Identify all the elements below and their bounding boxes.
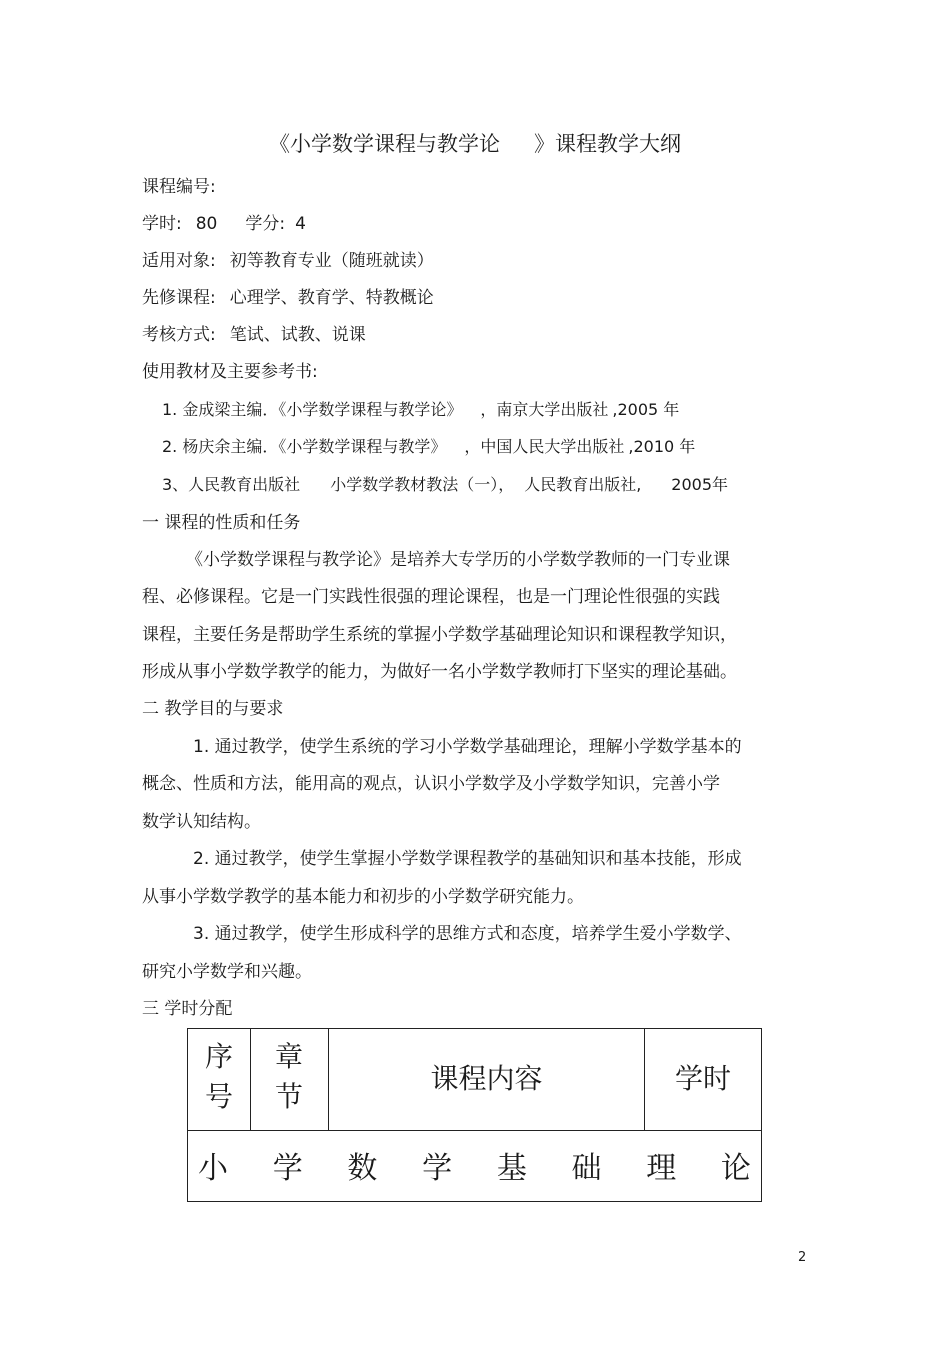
section-2-item-3-line-1: 3. 通过教学，使学生形成科学的思维方式和态度，培养学生爱小学数学、 [193,924,742,944]
reference-2-publisher: ，中国人民大学出版社 [464,437,625,456]
table-header-seq [199,1037,239,1117]
hours-credit-line [142,213,306,235]
reference-item-2 [162,436,695,458]
course-code-label: 课程编号: [142,177,216,197]
document-title [0,130,950,158]
hours-value: 80 [195,214,218,234]
table-row-char: 础 [571,1151,602,1186]
table-row-char: 基 [496,1151,527,1186]
reference-3-year: 2005年 [671,475,729,494]
table-header-seq-top: 序 [204,1040,233,1073]
prereq-label: 先修课程: [142,288,216,308]
table-row-1 [198,1149,751,1189]
section-1-heading: 一 课程的性质和任务 [142,513,301,533]
table-row-char: 小 [198,1151,228,1186]
section-2-item-1-line-1: 1. 通过教学，使学生系统的学习小学数学基础理论，理解小学数学基本的 [193,737,742,757]
section-2-item-1-line-3: 数学认知结构。 [142,812,261,832]
table-row-char: 数 [347,1151,378,1186]
section-2-item-1-line-2: 概念、性质和方法，能用高的观点，认识小学数学及小学数学知识，完善小学 [142,774,720,794]
section-2-item-3-line-2: 研究小学数学和兴趣。 [142,962,312,982]
target-label: 适用对象: [142,251,216,271]
hours-label: 学时: [142,214,182,234]
books-label: 使用教材及主要参考书: [142,362,318,382]
table-row-char: 学 [422,1151,453,1186]
table-divider [250,1029,251,1130]
credit-label: 学分: [245,214,286,234]
target-line [142,250,434,272]
table-header-content: 课程内容 [430,1062,543,1095]
section-1-line-1: 《小学数学课程与教学论》是培养大专学历的小学数学教师的一门专业课 [186,550,730,570]
reference-2-year: ,2010 年 [628,437,696,456]
section-1-line-3: 课程，主要任务是帮助学生系统的掌握小学数学基础理论知识和课程教学知识， [142,625,737,645]
table-row-char: 论 [720,1151,751,1186]
section-2-item-2-line-2: 从事小学数学教学的基本能力和初步的小学数学研究能力。 [142,887,584,907]
table-row-char: 学 [272,1151,303,1186]
section-1-line-2: 程、必修课程。它是一门实践性很强的理论课程，也是一门理论性很强的实践 [142,587,720,607]
table-header-chapter-top: 章 [274,1040,303,1073]
reference-1-title: 1. 金成梁主编．《小学数学课程与教学论》 [162,400,463,419]
table-header-chapter [269,1037,309,1117]
prereq-line [142,287,434,309]
reference-3-publisher-a: 3、人民教育出版社 [162,475,301,494]
assess-line [142,324,366,346]
table-header-chapter-bottom: 节 [274,1080,303,1113]
reference-item-1 [162,399,679,421]
table-header-hours: 学时 [674,1062,731,1095]
page-number: 2 [798,1250,807,1265]
course-code-line [142,176,216,198]
reference-3-title: 小学数学教材教法（一）， [330,475,515,494]
reference-item-3 [162,474,728,496]
table-row-divider [188,1130,761,1131]
credit-value: 4 [295,214,306,234]
section-2-item-2-line-1: 2. 通过教学，使学生掌握小学数学课程教学的基础知识和基本技能，形成 [193,849,742,869]
prereq-value: 心理学、教育学、特教概论 [229,288,434,308]
section-2-heading: 二 教学目的与要求 [142,699,284,719]
section-1-line-4: 形成从事小学数学教学的能力，为做好一名小学数学教师打下坚实的理论基础。 [142,662,737,682]
hours-allocation-table [187,1028,762,1202]
table-header-seq-bottom: 号 [204,1080,233,1113]
title-part-1: 《小学数学课程与教学论 [269,132,500,156]
reference-1-publisher: ，南京大学出版社 [480,400,609,419]
reference-2-title: 2. 杨庆余主编．《小学数学课程与教学》 [162,437,447,456]
assess-value: 笔试、试教、说课 [229,325,366,345]
assess-label: 考核方式: [142,325,216,345]
target-value: 初等教育专业（随班就读） [229,251,434,271]
section-3-heading: 三 学时分配 [142,999,233,1019]
reference-1-year: ,2005 年 [612,400,680,419]
table-row-char: 理 [646,1151,677,1186]
reference-3-publisher-b: 人民教育出版社, [524,475,642,494]
title-part-2: 》课程教学大纲 [534,132,681,156]
